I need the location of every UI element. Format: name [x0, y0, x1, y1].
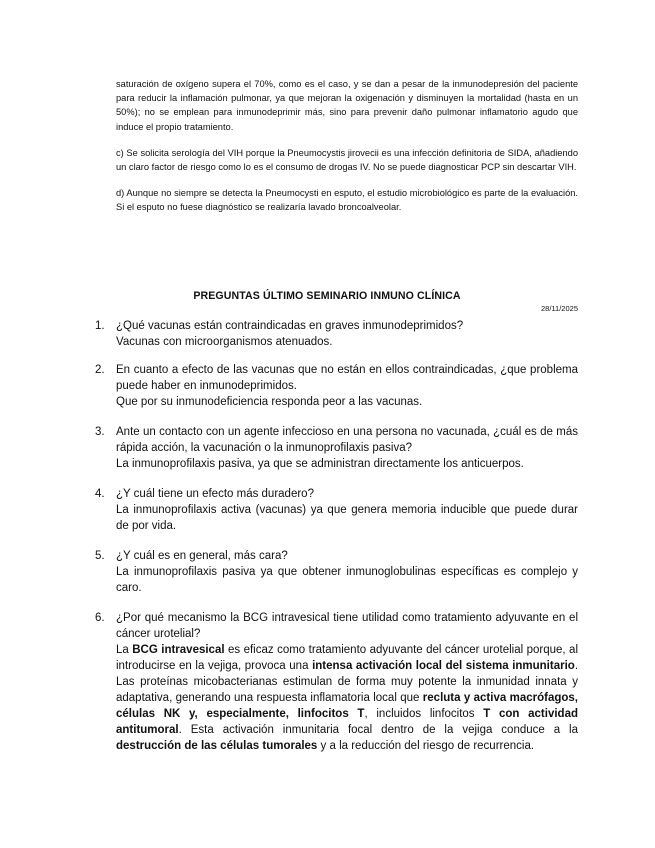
answer-segment: , incluidos linfocitos	[364, 708, 484, 720]
answer-segment: es eficaz como tratamiento adyuvante del cáncer urotelial porque, al introducirse en la vejiga, provoca una	[116, 644, 578, 672]
answer-segment: . Esta activación inmunitaria focal dentro de la vejiga conduce a la	[178, 724, 578, 736]
answer-text-bcg	[116, 642, 578, 754]
answer-highlight: T con actividad antitumoral	[116, 708, 578, 736]
document-date: 28/11/2025	[541, 304, 578, 313]
question-text: Ante un contacto con un agente infeccioso en una persona no vacunada, ¿cuál es de más rápida acción, la vacunación o la inmunoprofilaxis pasiva?	[116, 426, 578, 454]
answer-segment: y a la reducción del riesgo de recurrencia.	[317, 740, 535, 752]
question-number: 3.	[95, 426, 105, 438]
question-item-1	[95, 318, 578, 350]
answer-text: La inmunoprofilaxis pasiva ya que obtener inmunoglobulinas específicas es complejo y caro.	[116, 566, 578, 594]
answer-text: Que por su inmunodeficiencia responda peor a las vacunas.	[116, 396, 423, 408]
question-text: ¿Y cuál tiene un efecto más duradero?	[116, 488, 314, 500]
question-number: 1.	[95, 320, 105, 332]
page-title: PREGUNTAS ÚLTIMO SEMINARIO INMUNO CLÍNICA	[193, 290, 461, 302]
paragraph-answer-d: d) Aunque no siempre se detecta la Pneumocysti en esputo, el estudio microbiológico es parte de la evaluación. Si el esputo no fuese diagnóstico se realizaría lavado broncoalveolar.	[116, 188, 578, 213]
question-item-5	[95, 548, 578, 596]
previous-answers-section	[116, 77, 578, 227]
paragraph-corticoids: saturación de oxígeno supera el 70%, como es el caso, y se dan a pesar de la inmunodepresión del paciente para reducir la inflamación pulmonar, ya que mejoran la oxigenación y disminuyen la mortalidad (hasta en un 50%); no se emplean para inmunodeprimir más, sino para prevenir daño pulmonar inflamatorio agudo que induce el propio tratamiento.	[116, 79, 578, 132]
question-text: En cuanto a efecto de las vacunas que no están en ellos contraindicadas, ¿que problema puede haber en inmunodeprimidos.	[116, 364, 578, 392]
question-text: ¿Y cuál es en general, más cara?	[116, 550, 288, 562]
paragraph-answer-c: c) Se solicita serología del VIH porque la Pneumocystis jirovecii es una infección definitoria de SIDA, añadiendo un claro factor de riesgo como lo es el consumo de drogas IV. No se puede diagnosticar PCP sin descartar VIH.	[116, 147, 578, 173]
question-text: ¿Por qué mecanismo la BCG intravesical tiene utilidad como tratamiento adyuvante en el cáncer urotelial?	[116, 612, 578, 640]
answer-segment: La	[116, 644, 133, 656]
answer-highlight: destrucción de las células tumorales	[116, 740, 318, 752]
question-item-3	[95, 424, 578, 472]
answer-highlight: recluta y activa macrófagos, células NK y, especialmente, linfocitos T	[116, 692, 578, 720]
question-number: 6.	[95, 612, 105, 624]
question-item-4	[95, 486, 578, 534]
question-number: 2.	[95, 364, 105, 376]
question-number: 5.	[95, 550, 105, 562]
answer-highlight: intensa activación local del sistema inmunitario	[312, 660, 575, 672]
question-item-2	[95, 362, 578, 410]
question-number: 4.	[95, 488, 105, 500]
answer-segment: . Las proteínas micobacterianas estimulan de forma muy potente la inmunidad innata y adaptativa, generando una respuesta inflamatoria local que	[116, 660, 579, 704]
question-text: ¿Qué vacunas están contraindicadas en graves inmunodeprimidos?	[116, 320, 464, 332]
answer-text: Vacunas con microorganismos atenuados.	[116, 336, 333, 348]
question-item-6	[95, 610, 578, 754]
answer-highlight: BCG intravesical	[132, 644, 225, 656]
answer-text: La inmunoprofilaxis activa (vacunas) ya que genera memoria inducible que puede durar de por vida.	[116, 504, 578, 532]
answer-text: La inmunoprofilaxis pasiva, ya que se administran directamente los anticuerpos.	[116, 458, 524, 470]
